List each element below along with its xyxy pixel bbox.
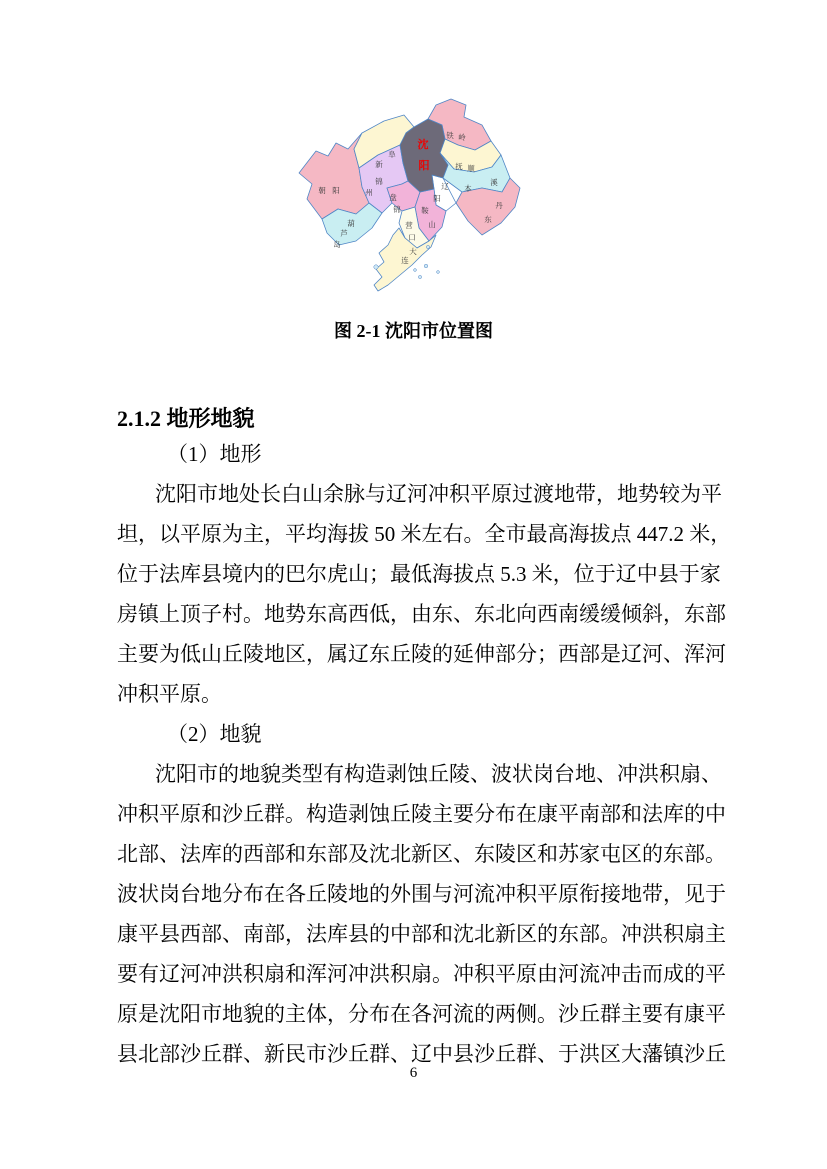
map-label-dandong: 丹 bbox=[495, 201, 503, 210]
figure-caption: 图 2-1 沈阳市位置图 bbox=[334, 321, 493, 341]
map-label-huludao: 葫 bbox=[347, 219, 355, 228]
map-label-tieling: 铁 bbox=[446, 131, 454, 140]
map-label-huludao: 岛 bbox=[333, 240, 341, 249]
map-label-anshan: 鞍 bbox=[421, 206, 429, 215]
map-label-yingkou: 营 bbox=[405, 221, 413, 230]
map-label-dandong: 东 bbox=[484, 215, 492, 224]
text-line: 坦，以平原为主，平均海拔 50 米左右。全市最高海拔点 447.2 米， bbox=[117, 522, 732, 546]
liaoning-map-svg bbox=[296, 95, 526, 302]
text-line: 房镇上顶子村。地势东高西低，由东、东北向西南缓缓倾斜，东部 bbox=[117, 602, 726, 626]
text-line: 主要为低山丘陵地区，属辽东丘陵的延伸部分；西部是辽河、浑河 bbox=[117, 642, 726, 666]
map-island bbox=[414, 269, 417, 272]
text-line: 原是沈阳市地貌的主体，分布在各河流的两侧。沙丘群主要有康平 bbox=[117, 1002, 726, 1026]
liaoning-location-map bbox=[296, 95, 526, 302]
page-number: 6 bbox=[409, 1065, 418, 1081]
map-label-fuxin: 阜 bbox=[388, 150, 396, 159]
map-label-fuxin: 新 bbox=[375, 160, 383, 169]
map-label-chaoyang: 阳 bbox=[332, 186, 340, 195]
map-island bbox=[426, 245, 429, 248]
map-label-benxi: 本 bbox=[464, 184, 472, 193]
text-line: 波状岗台地分布在各丘陵地的外围与河流冲积平原衔接地带，见于 bbox=[117, 882, 726, 906]
map-label-dalian: 大 bbox=[409, 247, 417, 256]
paragraph-landform bbox=[117, 754, 726, 1074]
map-island bbox=[437, 271, 440, 274]
map-label-yingkou: 口 bbox=[408, 233, 416, 242]
map-label-dalian: 连 bbox=[401, 256, 409, 265]
map-label-liaoyang: 阳 bbox=[433, 194, 441, 203]
text-line: 要有辽河冲洪积扇和浑河冲洪积扇。冲积平原由河流冲击而成的平 bbox=[117, 962, 726, 986]
map-label-fushun: 抚 bbox=[455, 162, 463, 171]
map-island bbox=[424, 264, 428, 268]
subheading-landform: （2）地貌 bbox=[167, 722, 262, 746]
map-label-shenyang: 阳 bbox=[418, 160, 430, 172]
section-heading: 2.1.2 地形地貌 bbox=[117, 406, 255, 431]
map-island bbox=[374, 265, 378, 269]
paragraph-terrain bbox=[117, 474, 732, 714]
map-label-anshan: 山 bbox=[428, 220, 436, 229]
map-label-panjin: 盘 bbox=[389, 193, 397, 202]
map-label-huludao: 芦 bbox=[340, 229, 348, 238]
text-line: 县北部沙丘群、新民市沙丘群、辽中县沙丘群、于洪区大藩镇沙丘 bbox=[117, 1042, 726, 1066]
map-label-tieling: 岭 bbox=[458, 133, 466, 142]
text-line: 冲积平原。 bbox=[117, 682, 222, 706]
subheading-terrain: （1）地形 bbox=[167, 442, 262, 466]
text-line: 北部、法库的西部和东部及沈北新区、东陵区和苏家屯区的东部。 bbox=[117, 842, 726, 866]
map-label-shenyang: 沈 bbox=[417, 139, 429, 151]
map-label-panjin: 锦 bbox=[393, 205, 401, 214]
map-label-chaoyang: 朝 bbox=[318, 186, 326, 195]
map-label-benxi: 溪 bbox=[490, 178, 498, 187]
map-label-jinzhou: 州 bbox=[365, 188, 373, 197]
map-label-jinzhou: 锦 bbox=[375, 177, 383, 186]
map-label-liaoyang: 辽 bbox=[441, 182, 449, 191]
text-line: 位于法库县境内的巴尔虎山；最低海拔点 5.3 米，位于辽中县于家 bbox=[117, 562, 721, 586]
map-island bbox=[418, 275, 421, 278]
map-label-fushun: 顺 bbox=[467, 164, 475, 173]
text-line: 沈阳市的地貌类型有构造剥蚀丘陵、波状岗台地、冲洪积扇、 bbox=[155, 762, 722, 786]
text-line: 冲积平原和沙丘群。构造剥蚀丘陵主要分布在康平南部和法库的中 bbox=[117, 802, 726, 826]
text-line: 沈阳市地处长白山余脉与辽河冲积平原过渡地带，地势较为平 bbox=[155, 482, 722, 506]
text-line: 康平县西部、南部，法库县的中部和沈北新区的东部。冲洪积扇主 bbox=[117, 922, 726, 946]
